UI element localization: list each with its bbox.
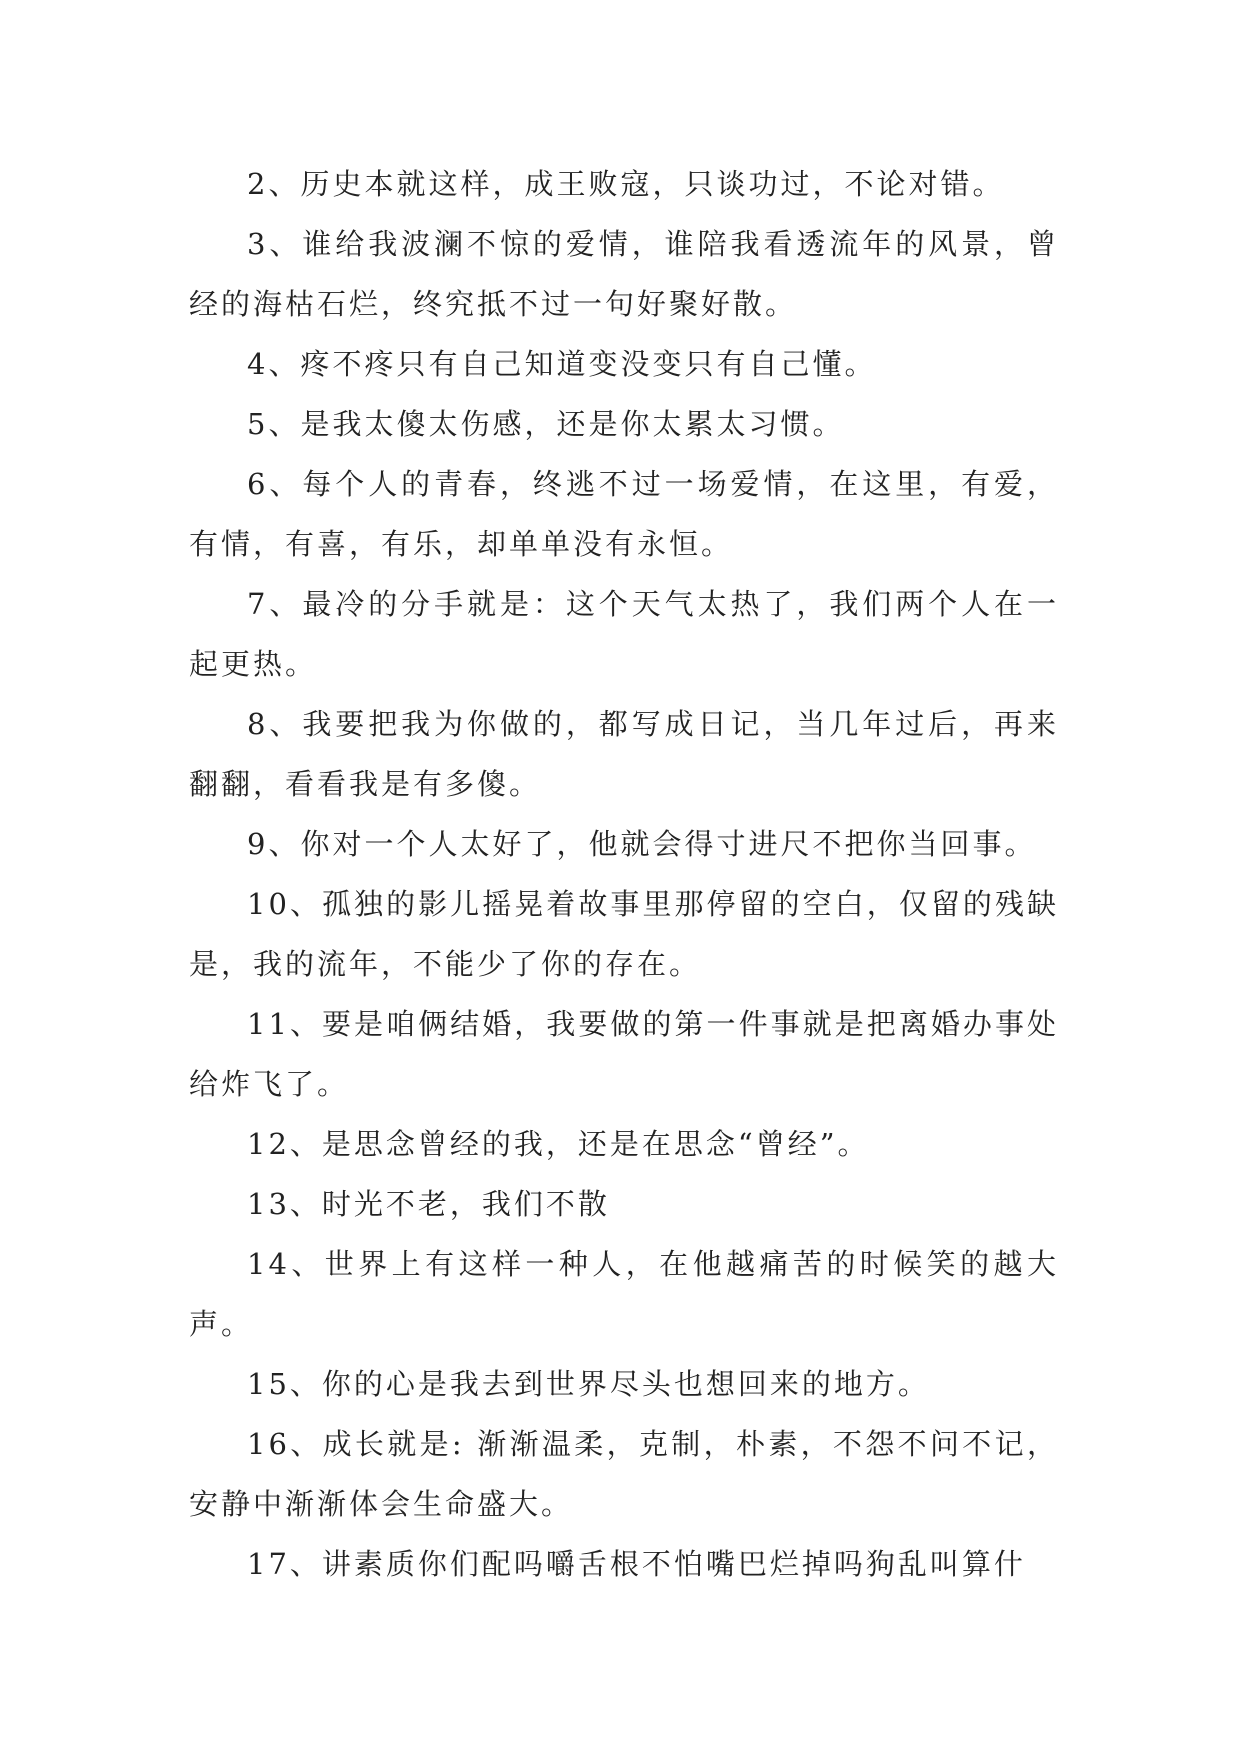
- paragraph-16: 16、成长就是: 渐渐温柔，克制，朴素，不怨不问不记，安静中渐渐体会生命盛大。: [189, 1427, 1059, 1521]
- paragraph-3: 3、谁给我波澜不惊的爱情，谁陪我看透流年的风景，曾经的海枯石烂，终究抵不过一句好聚好散。: [189, 227, 1059, 321]
- paragraph-17: 17、讲素质你们配吗嚼舌根不怕嘴巴烂掉吗狗乱叫算什: [247, 1547, 1026, 1581]
- document-body: [189, 154, 1059, 1594]
- paragraph-5: 5、是我太傻太伤感，还是你太累太习惯。: [247, 407, 845, 441]
- paragraph-2: 2、历史本就这样，成王败寇，只谈功过，不论对错。: [247, 167, 1005, 201]
- paragraph-9: 9、你对一个人太好了，他就会得寸进尺不把你当回事。: [247, 827, 1037, 861]
- paragraph-10: 10、孤独的影儿摇晃着故事里那停留的空白，仅留的残缺是，我的流年，不能少了你的存在。: [189, 887, 1059, 981]
- paragraph-6: 6、每个人的青春，终逃不过一场爱情，在这里，有爱，有情，有喜，有乐，却单单没有永恒。: [189, 467, 1059, 561]
- paragraph-11: 11、要是咱俩结婚，我要做的第一件事就是把离婚办事处给炸飞了。: [189, 1007, 1059, 1101]
- paragraph-14: 14、世界上有这样一种人，在他越痛苦的时候笑的越大声。: [189, 1247, 1059, 1341]
- paragraph-8: 8、我要把我为你做的，都写成日记，当几年过后，再来翻翻，看看我是有多傻。: [189, 707, 1059, 801]
- paragraph-7: 7、最冷的分手就是：这个天气太热了，我们两个人在一起更热。: [189, 587, 1059, 681]
- paragraph-12: 12、是思念曾经的我，还是在思念“曾经”。: [247, 1127, 870, 1161]
- paragraph-15: 15、你的心是我去到世界尽头也想回来的地方。: [247, 1367, 930, 1401]
- paragraph-13: 13、时光不老，我们不散: [247, 1187, 610, 1221]
- paragraph-4: 4、疼不疼只有自己知道变没变只有自己懂。: [247, 347, 877, 381]
